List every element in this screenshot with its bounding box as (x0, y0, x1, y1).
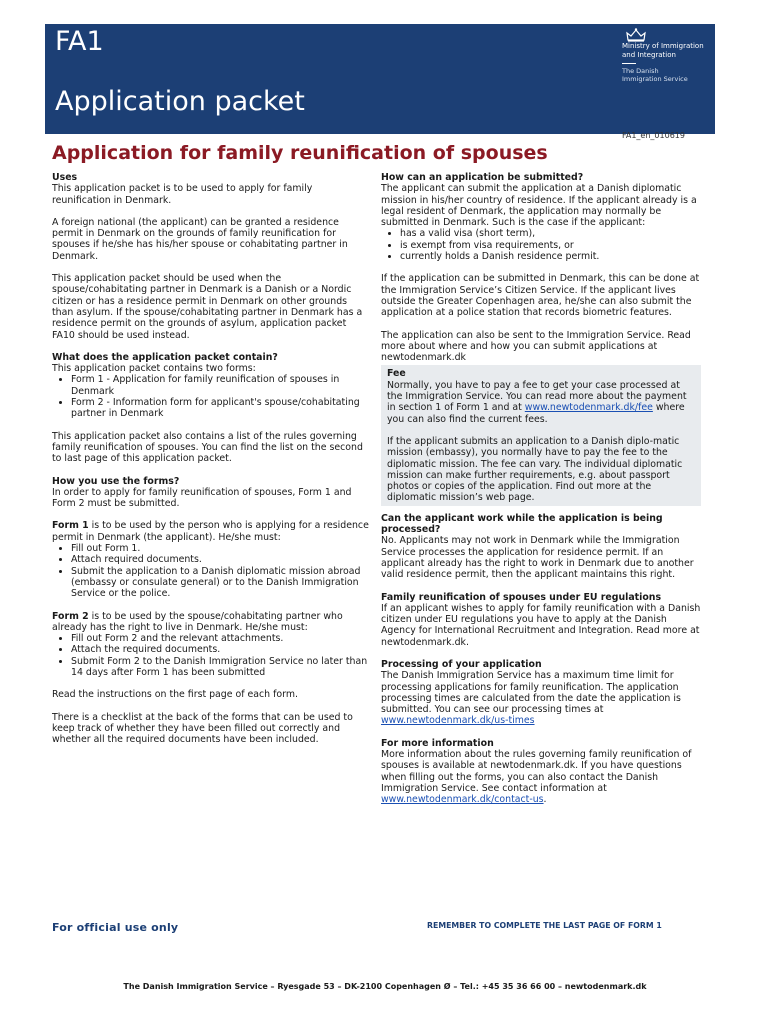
right-column (381, 172, 701, 817)
header-banner (45, 24, 715, 134)
contain-heading: What does the application packet contain? (52, 351, 278, 363)
read-instructions: Read the instructions on the first page of each form. (52, 689, 298, 701)
form2-text: is to be used by the spouse/cohabitating partner who already has the right to live in Denmark. He/she must: (52, 610, 343, 633)
list-item: • Attach the required documents. (71, 644, 370, 655)
list-item: • Submit the application to a Danish diplomatic mission abroad (embassy or consulate general) or to the Danish Immigration Service or the police. (71, 566, 370, 600)
form2-description (52, 611, 370, 634)
processing-heading: Processing of your application (381, 658, 542, 670)
list-item: • is exempt from visa requirements, or (400, 240, 701, 251)
logo-divider (622, 63, 636, 64)
official-use-label: For official use only (52, 921, 179, 934)
list-item: • Attach required documents. (71, 554, 370, 565)
logo-sub-2: Immigration Service (622, 75, 688, 83)
use-heading: How you use the forms? (52, 475, 180, 487)
eu-heading: Family reunification of spouses under EU regulations (381, 591, 662, 603)
list-item: • has a valid visa (short term), (400, 228, 701, 239)
crown-icon (626, 28, 646, 42)
uses-paragraph-2: A foreign national (the applicant) can be granted a residence permit in Denmark on the grounds of family reunification for spouses if he/she has his/her spouse or cohabitating partner in Denmark. (52, 216, 348, 262)
submit-paragraph-1: The applicant can submit the application at a Danish diplomatic mission in his/her country of residence. If the applicant already is a legal resident of Denmark, the application may normally be submitted in Denmark. Such is the case if the applicant: (381, 183, 697, 229)
logo-sub-1: The Danish (622, 67, 659, 75)
contain-paragraph-2: This application packet also contains a list of the rules governing family reunification of spouses. You can find the list on the second to last page of this application packet. (52, 430, 363, 465)
form-code: FA1_en_010619 (622, 131, 685, 140)
info-text-end: . (543, 794, 547, 806)
list-item: • Form 2 - Information form for applicant's spouse/cohabitating partner in Denmark (71, 397, 370, 420)
list-item: • Submit Form 2 to the Danish Immigration Service no later than 14 days after Form 1 has been submitted (71, 656, 370, 679)
logo-line-1: Ministry of Immigration (622, 42, 704, 50)
footer-contact: The Danish Immigration Service – Ryesgade 53 – DK-2100 Copenhagen Ø – Tel.: +45 35 36 66 00 – newtodenmark.dk (123, 982, 647, 991)
fee-link[interactable]: www.newtodenmark.dk/fee (524, 402, 653, 414)
processing-text: The Danish Immigration Service has a maximum time limit for processing applications for family reunification. The application processing times are calculated from the date the application is submitted. You can see our processing times at (381, 670, 681, 716)
list-item: • Fill out Form 1. (71, 543, 370, 554)
processing-times-link[interactable]: www.newtodenmark.dk/us-times (381, 715, 535, 727)
fee-text-end: where you can also find the current fees. (387, 402, 685, 425)
contain-intro: This application packet contains two forms: (52, 363, 256, 375)
fee-text: Normally, you have to pay a fee to get your case processed at the Immigration Service. You can read more about the payment in section 1 of Form 1 and at (387, 379, 687, 414)
checklist-paragraph: There is a checklist at the back of the forms that can be used to keep track of whether they have been filled out correctly and whether all the required documents have been included. (52, 711, 353, 746)
uses-heading: Uses (52, 172, 78, 183)
form2-list (52, 633, 370, 678)
fee-paragraph-1 (387, 380, 695, 425)
form2-label: Form 2 (52, 610, 89, 622)
form1-text: is to be used by the person who is applying for a residence permit in Denmark (the applicant). He/she must: (52, 520, 369, 543)
list-item: • Form 1 - Application for family reunification of spouses in Denmark (71, 374, 370, 397)
packet-title: Application packet (55, 86, 305, 117)
info-heading: For more information (381, 737, 494, 749)
work-heading: Can the applicant work while the application is being processed? (381, 512, 663, 536)
form1-list (52, 543, 370, 599)
info-paragraph (381, 749, 701, 805)
info-text: More information about the rules governing family reunification of spouses is available at newtodenmark.dk. If you have questions when filling out the forms, you can also contact the Danish Immigration Service. See contact information at (381, 749, 692, 794)
fee-heading: Fee (387, 368, 406, 380)
form-id: FA1 (55, 26, 104, 57)
submit-list (381, 228, 701, 262)
processing-paragraph (381, 670, 701, 726)
contact-link[interactable]: www.newtodenmark.dk/contact-us (381, 794, 544, 806)
left-column (52, 172, 370, 756)
list-item: • currently holds a Danish residence permit. (400, 251, 701, 262)
fee-paragraph-2: If the applicant submits an application to a Danish diplo-matic mission (embassy), you normally have to pay the fee to the diplomatic mission. The fee can vary. The individual diplomatic mission can make further requirements, e.g. about passport photos or copies of the application. Find out more at the diplomatic mission’s web page. (387, 435, 683, 504)
logo-line-2: and Integration (622, 51, 676, 59)
reminder-notice: REMEMBER TO COMPLETE THE LAST PAGE OF FORM 1 (427, 921, 662, 930)
use-paragraph: In order to apply for family reunification of spouses, Form 1 and Form 2 must be submitted. (52, 486, 352, 510)
uses-paragraph-1: This application packet is to be used to apply for family reunification in Denmark. (52, 183, 313, 206)
eu-paragraph: If an applicant wishes to apply for family reunification with a Danish citizen under EU regulations you have to apply at the Danish Agency for International Recruitment and Integration. Read more at newtodenmark.dk. (381, 602, 701, 648)
uses-paragraph-3: This application packet should be used when the spouse/cohabitating partner in Denmark is a Danish or a Nordic citizen or has a residence permit in Denmark on other grounds than asylum. If the spouse/cohabitating partner in Denmark has a residence permit on the grounds of asylum, application packet FA10 should be used instead. (52, 273, 363, 341)
submit-heading: How can an application be submitted? (381, 172, 584, 183)
submit-paragraph-3: The application can also be sent to the Immigration Service. Read more about where and how you can submit applications at newtodenmark.dk (381, 329, 691, 364)
submit-paragraph-2: If the application can be submitted in Denmark, this can be done at the Immigration Service’s Citizen Service. If the applicant lives outside the Greater Copenhagen area, he/she can also submit the application at a police station that records biometric features. (381, 273, 700, 319)
form1-label: Form 1 (52, 520, 89, 532)
page-title: Application for family reunification of spouses (52, 142, 548, 164)
fee-box (381, 365, 701, 505)
form1-description (52, 520, 370, 543)
ministry-logo (622, 28, 717, 83)
contain-list (52, 374, 370, 419)
list-item: • Fill out Form 2 and the relevant attachments. (71, 633, 370, 644)
work-paragraph: No. Applicants may not work in Denmark while the Immigration Service processes the application for residence permit. If an applicant already has the right to work in Denmark due to another valid residence permit, then the applicant maintains this right. (381, 535, 694, 581)
